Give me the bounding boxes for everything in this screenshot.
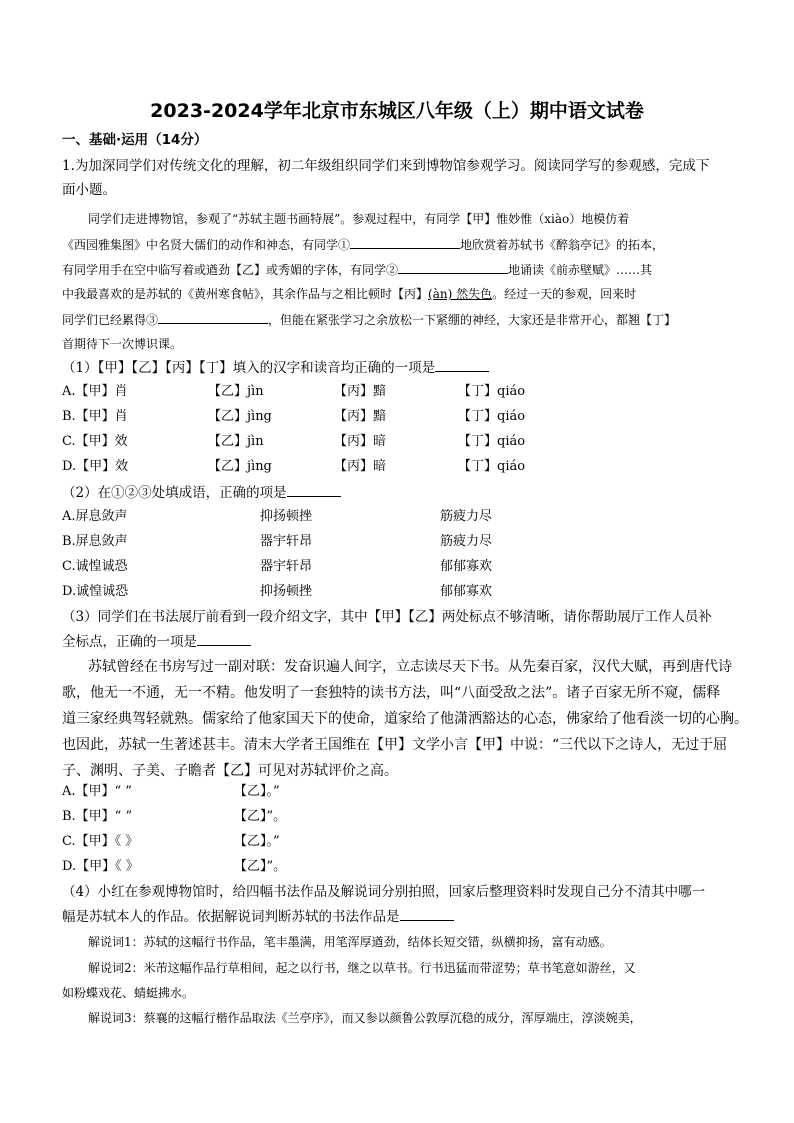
- option-choice[interactable]: C.【甲】《 》: [62, 834, 139, 849]
- commentary-line: 如粉蝶戏花、蜻蜓拂水。: [62, 986, 195, 1000]
- answer-blank[interactable]: [197, 631, 251, 646]
- option-choice[interactable]: B.【甲】“ ”: [62, 809, 133, 824]
- intro-paragraph-line: 苏轼曾经在书房写过一副对联：发奋识遍人间字，立志读尽天下书。从先秦百家，汉代大赋，再到唐代诗: [88, 659, 732, 675]
- option-part: 【乙】jìng: [208, 409, 272, 424]
- intro-paragraph-line: 也因此，苏轼一生著述甚丰。清末大学者王国维在【甲】文学小言【甲】中说：“三代以下之诗人，无过于屈: [62, 737, 728, 753]
- option-part: 郁郁寡欢: [440, 559, 493, 574]
- commentary-line: 解说词2：米芾这幅作品行草相间，起之以行书，继之以草书。行书迅猛而带涩势；草书笔意如游丝，又: [88, 961, 636, 975]
- option-part: 【丁】qiáo: [458, 409, 526, 424]
- option-part: 筋疲力尽: [440, 534, 493, 549]
- sub1-stem: （1）【甲】【乙】【丙】【丁】填入的汉字和读音均正确的一项是: [62, 357, 489, 378]
- commentary-line: 解说词1：苏轼的这幅行书作品，笔丰墨满，用笔浑厚遒劲，结体长短交错，纵横抑扬，富有动感。: [88, 935, 612, 949]
- option-choice[interactable]: C.诚惶诚恐: [62, 559, 128, 574]
- sub3-stem-line1: （3）同学们在书法展厅前看到一段介绍文字，其中【甲】【乙】两处标点不够清晰，请你帮助展厅工作人员补: [62, 609, 712, 625]
- option-part: 郁郁寡欢: [440, 584, 493, 599]
- option-choice[interactable]: D.【甲】《 》: [62, 859, 139, 874]
- option-choice[interactable]: B.屏息敛声: [62, 534, 128, 549]
- passage-line: 《西园雅集图》中名贤大儒们的动作和神态，有同学① 地欣赏着苏轼书《醉翁亭记》的拓本，: [62, 234, 664, 255]
- pinyin-underline: (àn) 然失色: [428, 287, 493, 301]
- q1-stem-line2: 面小题。: [62, 182, 116, 198]
- passage-line: 有同学用手在空中临写着或遒劲【乙】或秀媚的字体，有同学② 地诵读《前赤壁赋》……其: [62, 259, 652, 280]
- sub3-stem-line2: 全标点，正确的一项是: [62, 631, 251, 652]
- option-part: 抑扬顿挫: [260, 584, 313, 599]
- page-title: 2023-2024学年北京市东城区八年级（上）期中语文试卷: [150, 100, 644, 122]
- passage-line: 中我最喜欢的是苏轼的《黄州寒食帖》，其余作品与之相比顿时【丙】(àn) 然失色。经过一天的参观，回来时: [62, 287, 637, 301]
- option-part: 【丁】qiáo: [458, 434, 526, 449]
- option-choice[interactable]: D.诚惶诚恐: [62, 584, 129, 599]
- option-part: 【乙】jìng: [208, 459, 272, 474]
- option-choice[interactable]: A.【甲】肖: [62, 384, 128, 399]
- option-choice[interactable]: B.【甲】肖: [62, 409, 128, 424]
- option-choice[interactable]: D.【甲】效: [62, 459, 129, 474]
- option-choice[interactable]: C.【甲】效: [62, 434, 128, 449]
- passage-line: 同学们走进博物馆，参观了“苏轼主题书画特展”。参观过程中，有同学【甲】惟妙惟（xiào）地模仿着: [88, 212, 630, 226]
- option-part: 【乙】。”: [234, 834, 280, 849]
- option-part: 器宇轩昂: [260, 559, 313, 574]
- intro-paragraph-line: 道三家经典驾轻就熟。儒家给了他家国天下的使命，道家给了他潇洒豁达的心态，佛家给了他看淡一切的心胸。: [62, 711, 748, 727]
- intro-paragraph-line: 歌，他无一不通，无一不精。他发明了一套独特的读书方法，叫“八面受敌之法”。诸子百家无所不窥，儒释: [62, 685, 721, 701]
- sub4-stem-line2: 幅是苏轼本人的作品。依据解说词判断苏轼的书法作品是: [62, 906, 454, 927]
- answer-blank[interactable]: [287, 482, 341, 497]
- blank-1[interactable]: [350, 234, 460, 249]
- option-part: 【丁】qiáo: [458, 459, 526, 474]
- answer-blank[interactable]: [435, 357, 489, 372]
- passage-line: 首期待下一次博识课。: [62, 337, 183, 351]
- option-part: 【丙】黯: [334, 409, 387, 424]
- commentary-line: 解说词3：蔡襄的这幅行楷作品取法《兰亭序》，而又参以颜鲁公敦厚沉稳的成分，浑厚端庄，淳淡婉美，: [88, 1011, 642, 1025]
- option-part: 【乙】”。: [234, 859, 287, 874]
- passage-line: 同学们已经累得③ ，但能在紧张学习之余放松一下紧绷的神经，大家还是非常开心，都翘【丁】: [62, 309, 676, 330]
- option-part: 【丁】qiáo: [458, 384, 526, 399]
- option-part: 【乙】。”: [234, 784, 280, 799]
- option-part: 【乙】”。: [234, 809, 287, 824]
- sub2-stem: （2）在①②③处填成语，正确的项是: [62, 482, 341, 503]
- answer-blank[interactable]: [400, 906, 454, 921]
- blank-2[interactable]: [398, 259, 508, 274]
- option-part: 【丙】暗: [334, 459, 387, 474]
- option-part: 【乙】jìn: [208, 434, 264, 449]
- q1-stem-line1: 1.为加深同学们对传统文化的理解，初二年级组织同学们来到博物馆参观学习。阅读同学写的参观感，完成下: [62, 158, 710, 174]
- option-part: 【丙】暗: [334, 434, 387, 449]
- section-heading: 一、基础·运用（14分）: [62, 132, 208, 148]
- option-part: 筋疲力尽: [440, 509, 493, 524]
- option-part: 【丙】黯: [334, 384, 387, 399]
- option-part: 【乙】jìn: [208, 384, 264, 399]
- option-choice[interactable]: A.屏息敛声: [62, 509, 128, 524]
- blank-3[interactable]: [158, 309, 268, 324]
- option-part: 器宇轩昂: [260, 534, 313, 549]
- option-part: 抑扬顿挫: [260, 509, 313, 524]
- sub4-stem-line1: （4）小红在参观博物馆时，给四幅书法作品及解说词分别拍照，回家后整理资料时发现自己分不清其中哪一: [62, 884, 706, 900]
- option-choice[interactable]: A.【甲】“ ”: [62, 784, 132, 799]
- intro-paragraph-line: 子、渊明、子美、子瞻者【乙】可见对苏轼评价之高。: [62, 763, 398, 779]
